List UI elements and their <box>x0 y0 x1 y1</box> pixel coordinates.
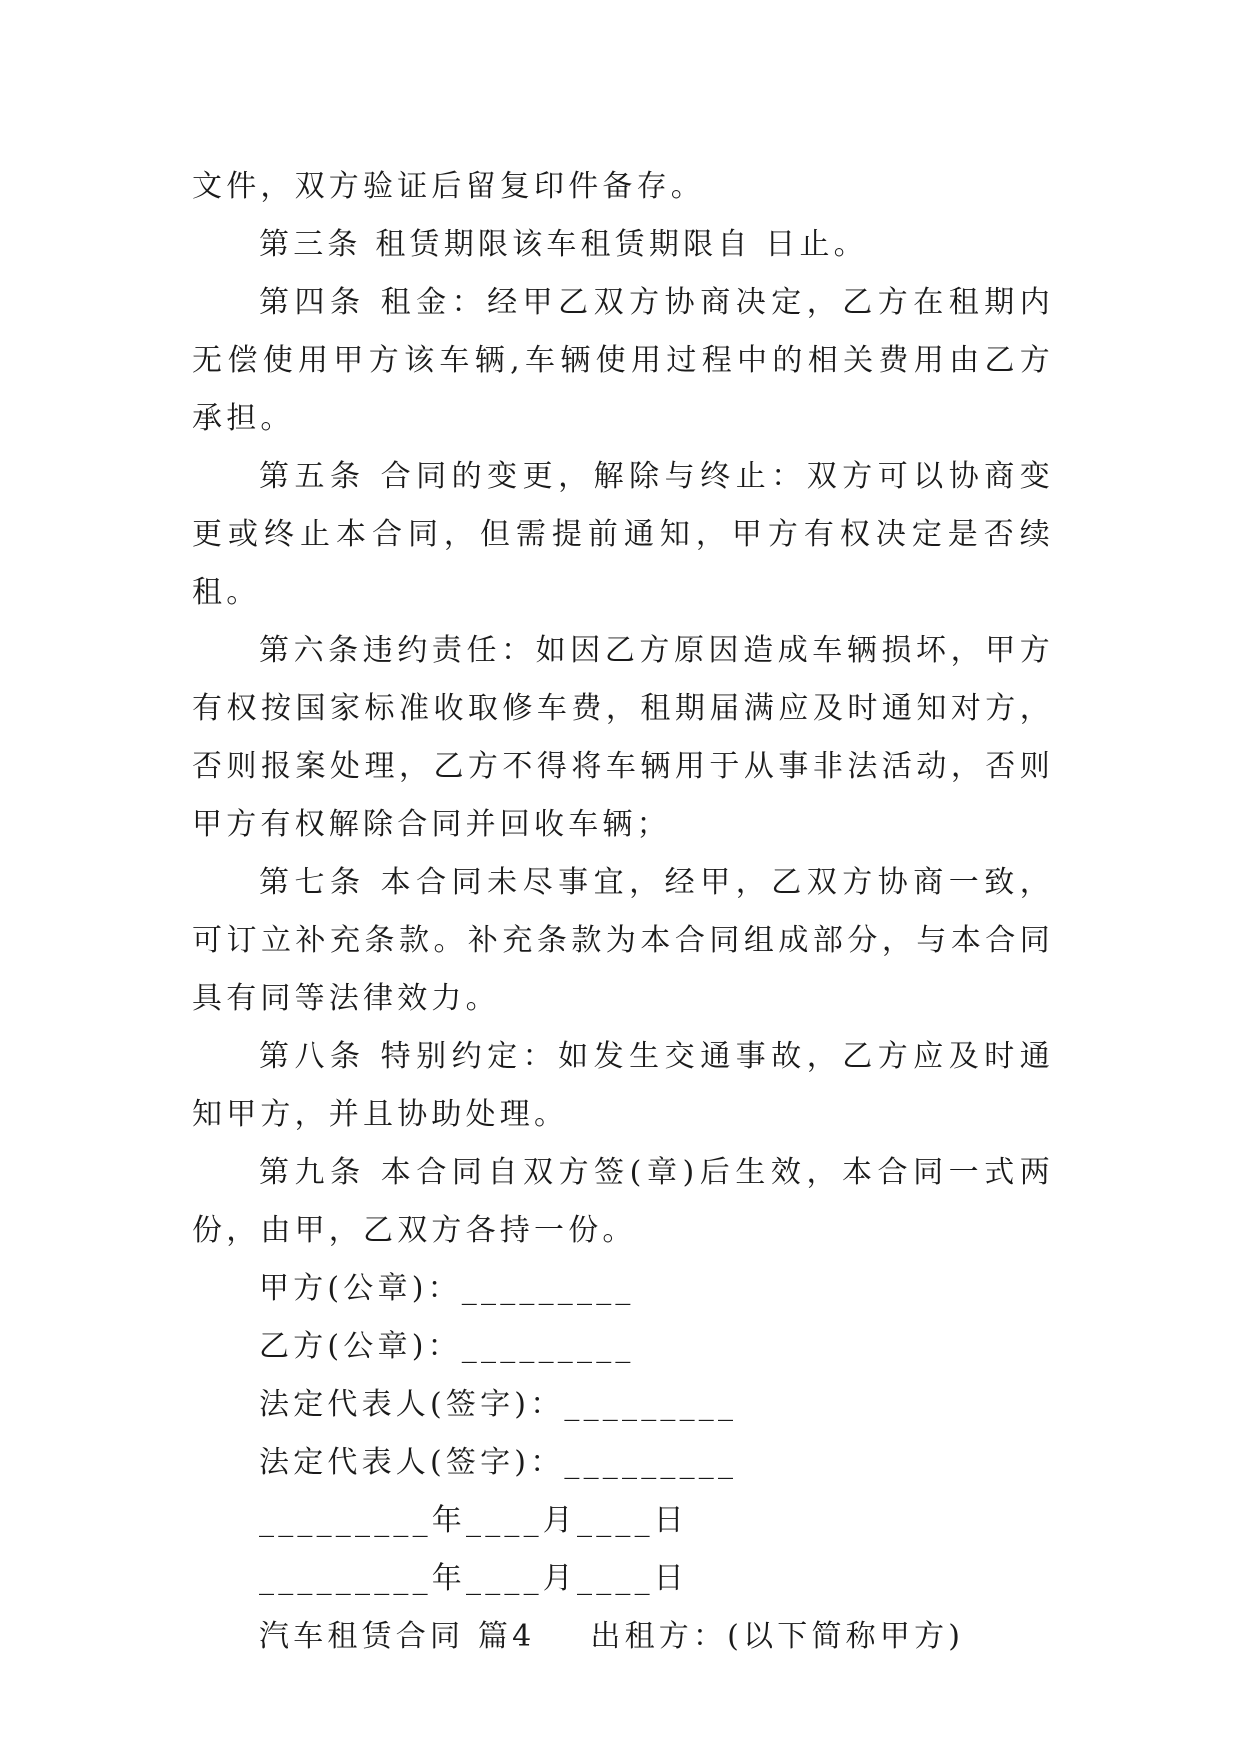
paragraph-clause-3: 第三条 租赁期限该车租赁期限自 日止。 <box>259 227 868 262</box>
paragraph-clause-4: 第四条 租金：经甲乙双方协商决定，乙方在租期内无偿使用甲方该车辆,车辆使用过程中的相关费用由乙方承担。 <box>192 285 1054 436</box>
document-page <box>192 158 1054 1666</box>
paragraph-clause-6: 第六条违约责任：如因乙方原因造成车辆损坏，甲方有权按国家标准收取修车费，租期届满应及时通知对方，否则报案处理，乙方不得将车辆用于从事非法活动，否则甲方有权解除合同并回收车辆； <box>192 633 1054 842</box>
paragraph-clause-5: 第五条 合同的变更，解除与终止：双方可以协商变更或终止本合同，但需提前通知，甲方有权决定是否续租。 <box>192 459 1054 610</box>
signature-party-b-seal: 乙方(公章)：_________ <box>259 1329 635 1364</box>
signature-legal-rep-2: 法定代表人(签字)：_________ <box>259 1445 738 1480</box>
signature-date-1: _________年____月____日 <box>259 1503 688 1538</box>
next-contract-heading: 汽车租赁合同 篇4 出租方：(以下简称甲方) <box>259 1619 965 1654</box>
paragraph-clause-2-end: 文件，双方验证后留复印件备存。 <box>192 169 705 204</box>
signature-date-2: _________年____月____日 <box>259 1561 688 1596</box>
paragraph-clause-9: 第九条 本合同自双方签(章)后生效，本合同一式两份，由甲，乙双方各持一份。 <box>192 1155 1054 1248</box>
paragraph-clause-8: 第八条 特别约定：如发生交通事故，乙方应及时通知甲方，并且协助处理。 <box>192 1039 1054 1132</box>
signature-legal-rep-1: 法定代表人(签字)：_________ <box>259 1387 738 1422</box>
signature-party-a-seal: 甲方(公章)：_________ <box>259 1271 635 1306</box>
paragraph-clause-7: 第七条 本合同未尽事宜，经甲，乙双方协商一致，可订立补充条款。补充条款为本合同组成部分，与本合同具有同等法律效力。 <box>192 865 1054 1016</box>
